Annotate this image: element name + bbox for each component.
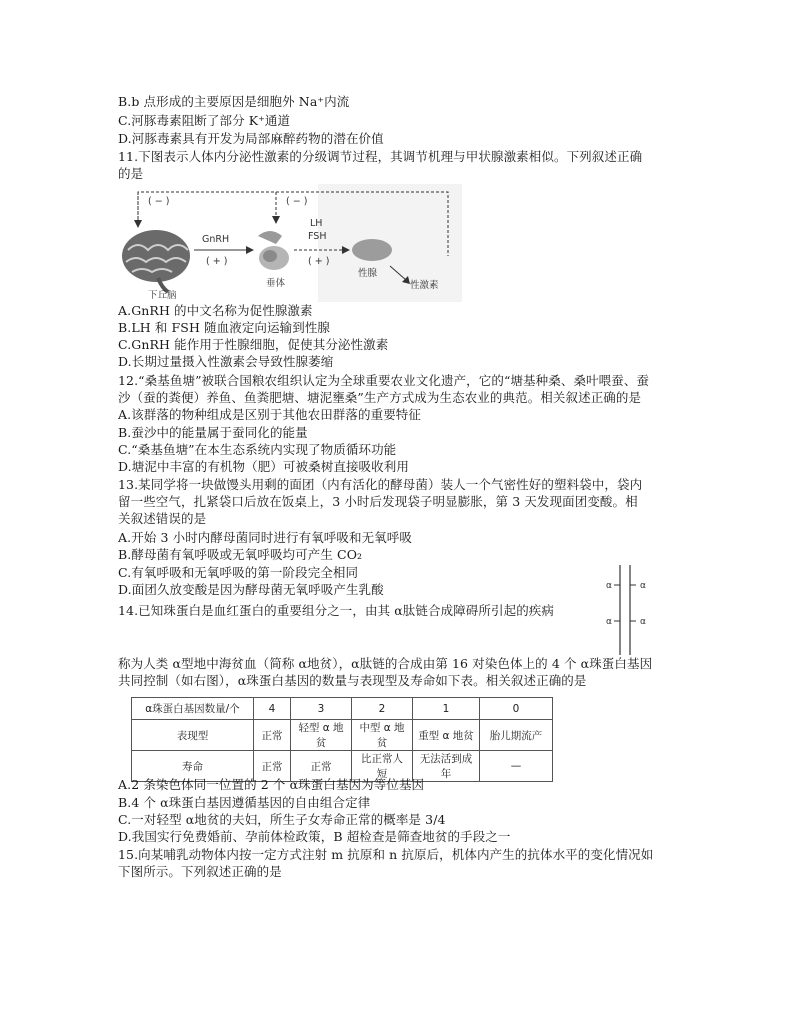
gonad-icon — [352, 239, 392, 261]
table-row — [132, 720, 553, 751]
q12-option-b: B.蚕沙中的能量属于蚕同化的能量 — [118, 425, 308, 440]
alpha-gene-top: α — [640, 581, 646, 591]
plus-label-1: ( + ) — [206, 256, 228, 267]
table-cell: 1 — [413, 698, 480, 720]
table-row — [132, 698, 553, 720]
table-cell: 无法活到成年 — [413, 751, 480, 782]
hormone-regulation-figure — [118, 184, 462, 302]
hypothalamus-label: 下丘脑 — [148, 290, 177, 301]
q14-stem-line3: 共同控制（如右图），α珠蛋白基因的数量与表现型及寿命如下表。相关叙述正确的是 — [118, 673, 587, 688]
q14-option-a: A.2 条染色体同一位置的 2 个 α珠蛋白基因为等位基因 — [118, 777, 425, 792]
q12-option-d: D.塘泥中丰富的有机物（肥）可被桑树直接吸收利用 — [118, 459, 409, 474]
q14-option-b: B.4 个 α珠蛋白基因遵循基因的自由组合定律 — [118, 795, 371, 810]
table-cell: 表现型 — [132, 720, 254, 751]
q15-stem-line2: 下图所示。下列叙述正确的是 — [118, 864, 282, 879]
q12-stem-line1: 12.“桑基鱼塘”被联合国粮农组织认定为全球重要农业文化遗产，它的“塘基种桑、桑叶喂蚕、蚕 — [118, 373, 650, 388]
plus-label-2: ( + ) — [308, 256, 330, 267]
table-cell: 正常 — [254, 751, 291, 782]
q14-option-d: D.我国实行免费婚前、孕前体检政策，B 超检查是筛查地贫的手段之一 — [118, 829, 511, 844]
table-cell: α珠蛋白基因数量/个 — [132, 698, 254, 720]
chromosome-figure — [596, 565, 666, 655]
pituitary-label: 垂体 — [266, 278, 286, 289]
fsh-label: FSH — [308, 231, 327, 242]
table-cell: 寿命 — [132, 751, 254, 782]
gnrh-label: GnRH — [202, 234, 230, 245]
q15-stem-line1: 15.向某哺乳动物体内按一定方式注射 m 抗原和 n 抗原后，机体内产生的抗体水平的变化情况如 — [118, 847, 654, 862]
table-cell: 正常 — [254, 720, 291, 751]
q13-option-d: D.面团久放变酸是因为酵母菌无氧呼吸产生乳酸 — [118, 582, 384, 597]
q10-option-c: C.河豚毒素阻断了部分 K⁺通道 — [118, 113, 291, 128]
q14-option-c: C.一对轻型 α地贫的夫妇，所生子女寿命正常的概率是 3/4 — [118, 812, 446, 827]
table-cell: 2 — [352, 698, 413, 720]
pituitary-icon — [258, 231, 289, 270]
table-cell: 比正常人短 — [352, 751, 413, 782]
table-cell: 轻型 α 地贫 — [291, 720, 352, 751]
table-cell: 中型 α 地贫 — [352, 720, 413, 751]
alpha-gene-bottom: α — [640, 617, 646, 627]
alpha-gene-left-top: α — [606, 581, 612, 591]
q11-option-d: D.长期过量摄入性激素会导致性腺萎缩 — [118, 354, 334, 369]
brain-icon — [122, 230, 190, 292]
q10-option-b: B.b 点形成的主要原因是细胞外 Na⁺内流 — [118, 94, 350, 109]
q13-option-a: A.开始 3 小时内酵母菌同时进行有氧呼吸和无氧呼吸 — [118, 530, 413, 545]
q14-stem-line1: 14.已知珠蛋白是血红蛋白的重要组分之一，由其 α肽链合成障碍所引起的疾病 — [118, 603, 554, 618]
table-cell: 胎儿期流产 — [480, 720, 553, 751]
q13-option-c: C.有氧呼吸和无氧呼吸的第一阶段完全相同 — [118, 565, 359, 580]
lh-label: LH — [310, 218, 323, 229]
table-cell: 4 — [254, 698, 291, 720]
q11-option-b: B.LH 和 FSH 随血液定向运输到性腺 — [118, 320, 331, 335]
q11-option-a: A.GnRH 的中文名称为促性腺激素 — [118, 303, 313, 318]
neg-label-2: ( − ) — [286, 196, 308, 207]
neg-label-1: ( − ) — [148, 196, 170, 207]
q11-stem-line2: 的是 — [118, 166, 144, 181]
alpha-gene-left-bottom: α — [606, 617, 612, 627]
q10-option-d: D.河豚毒素具有开发为局部麻醉药物的潜在价值 — [118, 131, 384, 146]
table-cell: 0 — [480, 698, 553, 720]
table-cell: 重型 α 地贫 — [413, 720, 480, 751]
alpha-gene-table — [131, 697, 553, 782]
hormone-label: 性激素 — [410, 280, 439, 291]
q13-stem-line2: 留一些空气，扎紧袋口后放在饭桌上，3 小时后发现袋子明显膨胀，第 3 天发现面团变酸。相 — [118, 494, 638, 509]
table-cell: 正常 — [291, 751, 352, 782]
q12-option-a: A.该群落的物种组成是区别于其他农田群落的重要特征 — [118, 407, 422, 422]
q12-option-c: C.“桑基鱼塘”在本生态系统内实现了物质循环功能 — [118, 442, 397, 457]
table-cell: 3 — [291, 698, 352, 720]
q13-option-b: B.酵母菌有氧呼吸或无氧呼吸均可产生 CO₂ — [118, 547, 363, 562]
q13-stem-line1: 13.某同学将一块做馒头用剩的面团（内有活化的酵母菌）装人一个气密性好的塑料袋中，袋内 — [118, 477, 643, 492]
q12-stem-line2: 沙（蚕的粪便）养鱼、鱼粪肥塘、塘泥壅桑”生产方式成为生态农业的典范。相关叙述正确的是 — [118, 390, 642, 405]
q14-stem-line2: 称为人类 α型地中海贫血（简称 α地贫），α肽链的合成由第 16 对染色体上的 4 个 α珠蛋白基因 — [118, 656, 653, 671]
q11-stem-line1: 11.下图表示人体内分泌性激素的分级调节过程，其调节机理与甲状腺激素相似。下列叙述正确 — [118, 149, 643, 164]
q11-option-c: C.GnRH 能作用于性腺细胞，促使其分泌性激素 — [118, 337, 389, 352]
table-cell: — — [480, 751, 553, 782]
gonad-label: 性腺 — [358, 268, 378, 279]
q13-stem-line3: 关叙述错误的是 — [118, 511, 207, 526]
